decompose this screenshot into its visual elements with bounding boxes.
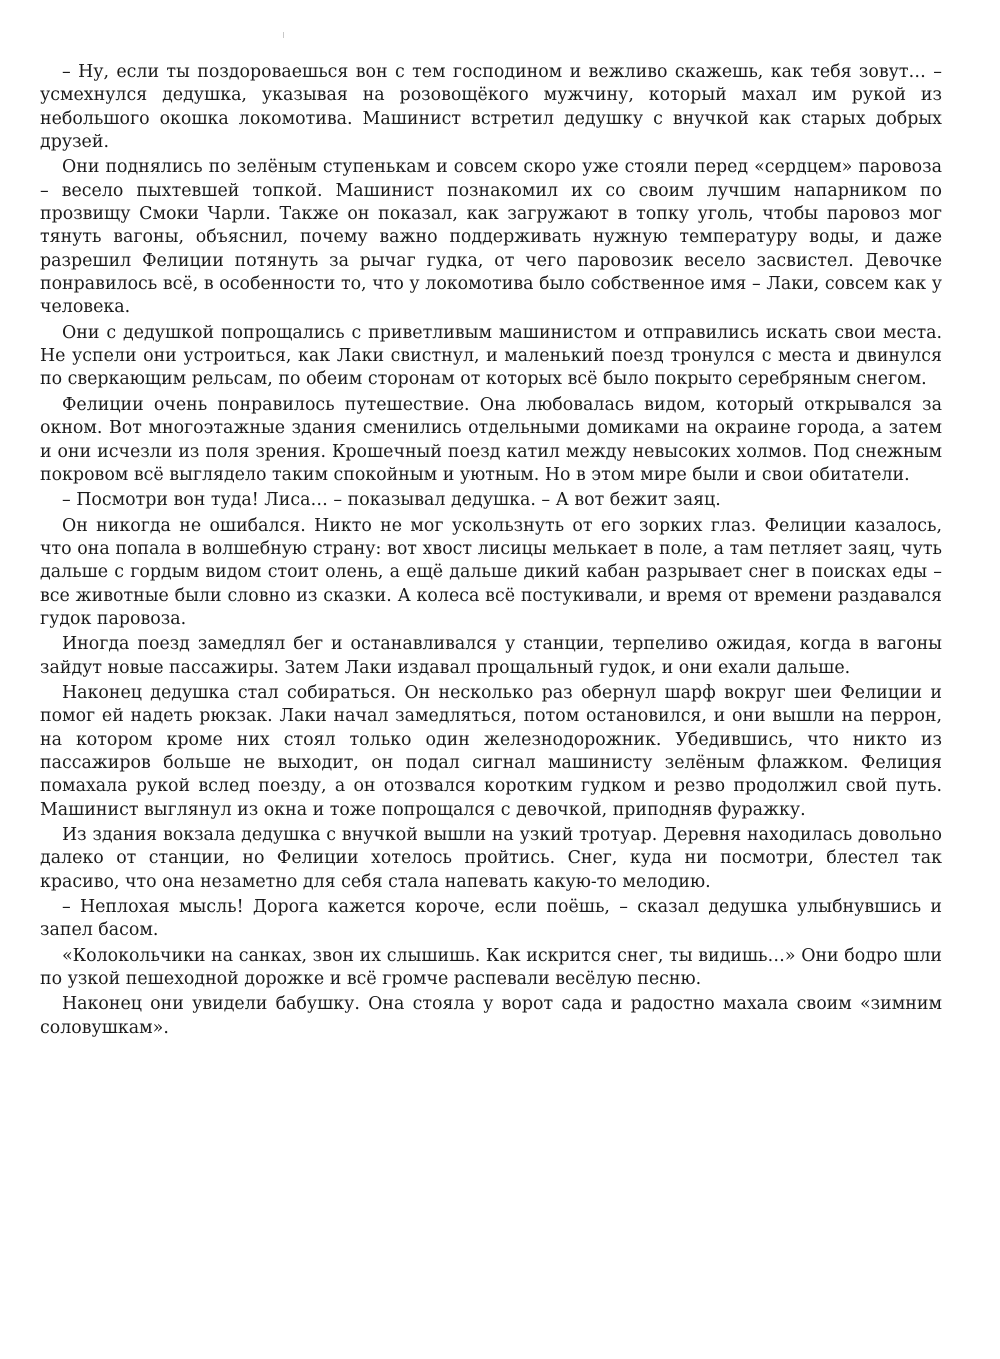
- paragraph: Иногда поезд замедлял бег и останавливался у станции, терпеливо ожидая, когда в вагоны зайдут новые пассажиры. Затем Лаки издавал прощальный гудок, и они ехали дальше.: [40, 634, 942, 678]
- paragraph: Они с дедушкой попрощались с приветливым машинистом и отправились искать свои места. Не успели они устроиться, как Лаки свистнул, и маленький поезд тронулся с места и двинулся по сверкающим рельсам, по обеим сторонам от которых всё было покрыто серебряным снегом.: [40, 322, 942, 390]
- paragraph: Они поднялись по зелёным ступенькам и совсем скоро уже стояли перед «сердцем» паровоза – весело пыхтевшей топкой. Машинист познакомил их со своим лучшим напарником по прозвищу Смоки Чарли. Также он показал, как загружают в топку уголь, чтобы паровоз мог тянуть вагоны, объяснил, почему важно поддерживать нужную температуру воды, и даже разрешил Фелиции потянуть за рычаг гудка, от чего паровозик весело засвистел. Девочке понравилось всё, в особенности то, что у локомотива было собственное имя – Лаки, совсем как у человека.: [40, 157, 942, 318]
- paragraph: Он никогда не ошибался. Никто не мог ускользнуть от его зорких глаз. Фелиции казалось, что она попала в волшебную страну: вот хвост лисицы мелькает в поле, а там петляет заяц, чуть дальше с гордым видом стоит олень, а ещё дальше дикий кабан разрывает снег в поисках еды – все животные были словно из сказки. А колеса всё постукивали, и время от времени раздавался гудок паровоза.: [40, 515, 942, 629]
- paragraph: – Ну, если ты поздороваешься вон с тем господином и вежливо скажешь, как тебя зовут… – усмехнулся дедушка, указывая на розовощёкого мужчину, который махал им рукой из небольшого окошка локомотива. Машинист встретил дедушку с внучкой как старых добрых друзей.: [40, 62, 942, 153]
- page-mark: [283, 32, 284, 38]
- paragraph: – Неплохая мысль! Дорога кажется короче, если поёшь, – сказал дедушка улыбнувшись и запел басом.: [40, 897, 942, 941]
- paragraph: Наконец дедушка стал собираться. Он несколько раз обернул шарф вокруг шеи Фелиции и помог ей надеть рюкзак. Лаки начал замедляться, потом остановился, и они вышли на перрон, на котором кроме них стоял только один железнодорожник. Убедившись, что никто из пассажиров больше не выходит, он подал сигнал машинисту зелёным флажком. Фелиция помахала рукой вслед поезду, а он отозвался коротким гудком и резво продолжил свой путь. Машинист выглянул из окна и тоже попрощался с девочкой, приподняв фуражку.: [40, 682, 942, 820]
- paragraph: – Посмотри вон туда! Лиса… – показывал дедушка. – А вот бежит заяц.: [62, 490, 721, 511]
- paragraph: Наконец они увидели бабушку. Она стояла у ворот сада и радостно махала своим «зимним соловушкам».: [40, 994, 942, 1038]
- paragraph: Фелиции очень понравилось путешествие. Она любовалась видом, который открывался за окном. Вот многоэтажные здания сменились отдельными домиками на окраине города, а затем и они исчезли из поля зрения. Крошечный поезд катил между невысоких холмов. Под снежным покровом всё выглядело таким спокойным и уютным. Но в этом мире были и свои обитатели.: [40, 394, 942, 485]
- paragraph: Из здания вокзала дедушка с внучкой вышли на узкий тротуар. Деревня находилась довольно далеко от станции, но Фелиции хотелось пройтись. Снег, куда ни посмотри, блестел так красиво, что она незаметно для себя стала напевать какую-то мелодию.: [40, 825, 942, 892]
- paragraph: «Колокольчики на санках, звон их слышишь. Как искрится снег, ты видишь…» Они бодро шли по узкой пешеходной дорожке и всё громче распевали весёлую песню.: [40, 945, 942, 990]
- story-text: [40, 61, 942, 1042]
